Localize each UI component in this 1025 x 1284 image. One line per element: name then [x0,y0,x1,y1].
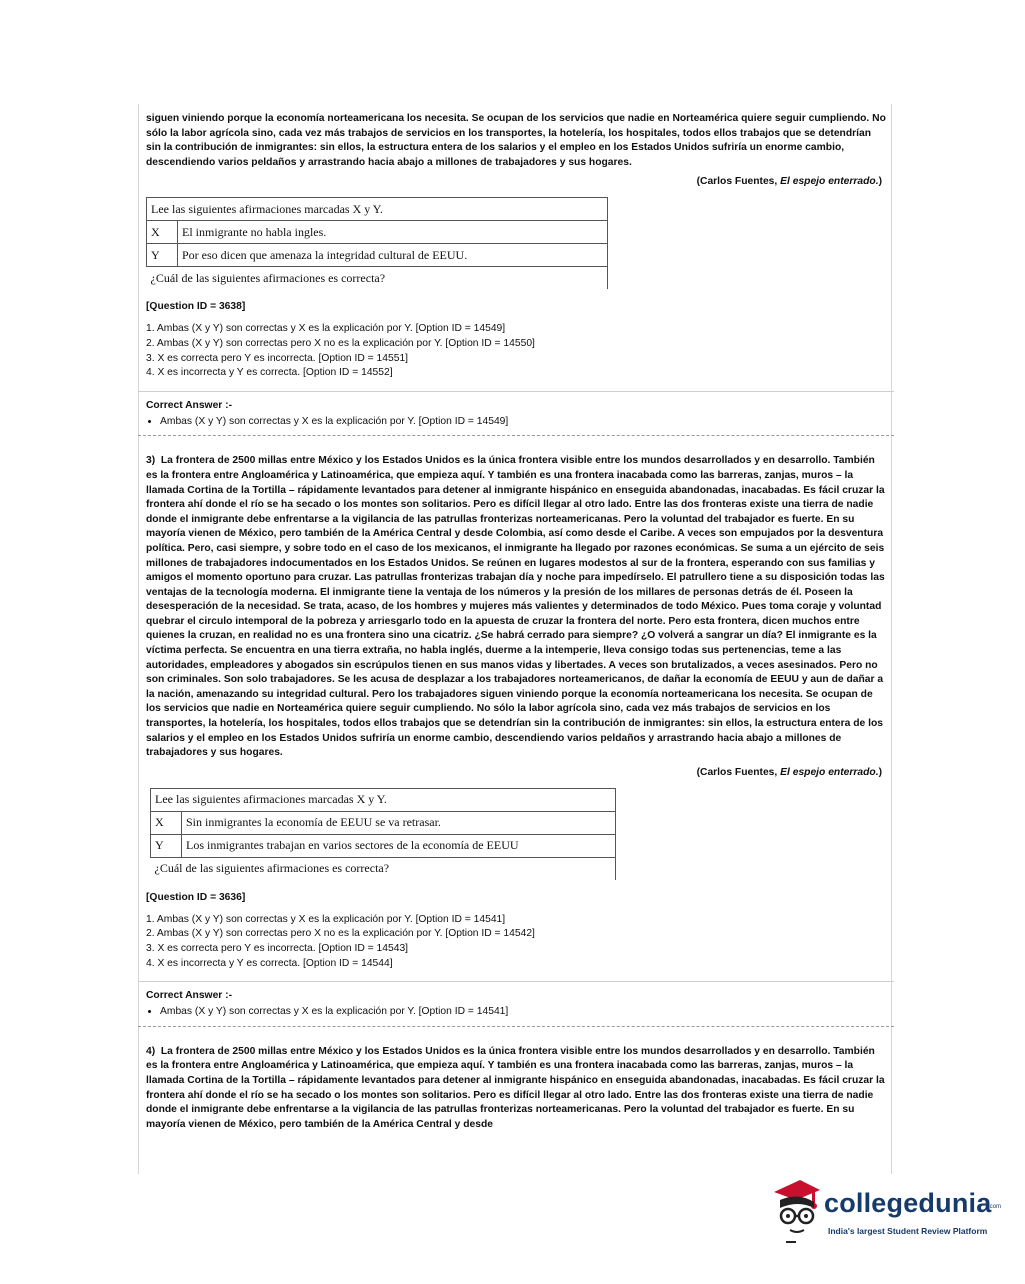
table-question: ¿Cuál de las siguientes afirmaciones es correcta? [147,267,608,290]
citation-work: El espejo enterrado. [780,766,879,778]
correct-answer-list [146,415,886,430]
passage-text: La frontera de 2500 millas entre México y los Estados Unidos es la única frontera visible entre los mundos desarrollados y en desarrollo. También es la frontera entre Angloamérica y Latinoamérica, que empieza aquí. Y también es una frontera inacabada como las barreras, zanjas, muros – la llamada Cortina de la Tortilla – rápidamente levantados para detener al inmigrante hispánico en enseguida abandonadas, inacabadas. Es fácil cruzar la frontera ahí donde el río se ha secado o los montes son solitarios. Pero es difícil llegar al otro lado. Entre las dos fronteras existe una tierra de nadie donde el inmigrante debe enfrentarse a la vigilancia de las patrullas fronterizas norteamericanas. Pero la voluntad del trabajador es fuerte. En su mayoría vienen de México, pero también de la América Central y desde [146,1045,885,1130]
citation-work: El espejo enterrado. [780,176,879,188]
citation-suffix: ) [878,766,882,778]
option-item: 3. X es correcta pero Y es incorrecta. [Option ID = 14543] [146,943,409,954]
mascot-icon [768,1178,826,1244]
correct-answer: • Ambas (X y Y) son correctas y X es la explicación por Y. [Option ID = 14541] [160,1005,886,1020]
question-number: 3) [146,455,156,467]
statements-table [150,788,616,880]
option-item: 1. Ambas (X y Y) son correctas y X es la explicación por Y. [Option ID = 14541] [146,913,506,925]
correct-answer-list [146,1005,886,1020]
statement-y-label: Y [151,834,182,857]
citation [146,767,882,778]
logo-com: .com [988,1204,1002,1210]
correct-answer: • Ambas (X y Y) son correctas y X es la explicación por Y. [Option ID = 14549] [160,415,886,430]
option-item: 4. X es incorrecta y Y es correcta. [Option ID = 14552] [146,367,393,379]
statement-x-text: Sin inmigrantes la economía de EEUU se va retrasar. [182,811,616,834]
statement-y-label: Y [147,244,178,267]
document-content [146,112,886,1132]
citation-author: (Carlos Fuentes, [696,176,781,188]
option-item: 1. Ambas (X y Y) son correctas y X es la explicación por Y. [Option ID = 14549] [146,323,506,335]
question-id: [Question ID = 3636] [146,891,246,903]
passage-continuation: siguen viniendo porque la economía norteamericana los necesita. Se ocupan de los servicios que nadie en Norteamérica quiere seguir cumpliendo. No sólo la labor agrícola sino, cada vez más trabajos de servicios en los transportes, la hotelería, los hospitales, todos ellos trabajos que se detendrían sin la contribución de inmigrantes: sin ellos, la estructura entera de los salarios y el empleo en los Estados Unidos sufriría un enorme cambio, descendiendo varios peldaños y arrastrando hacia abajo a millones de trabajadores y sus hogares. [146,113,886,168]
statement-x-label: X [147,221,178,244]
logo-wordmark: collegedunia [824,1188,992,1218]
statements-table [146,197,608,289]
question-id: [Question ID = 3638] [146,301,246,313]
option-item: 2. Ambas (X y Y) son correctas pero X no es la explicación por Y. [Option ID = 14550] [146,337,535,349]
options-list [146,913,886,971]
citation [146,176,882,187]
passage-text: La frontera de 2500 millas entre México y los Estados Unidos es la única frontera visible entre los mundos desarrollados y en desarrollo. También es la frontera entre Angloamérica y Latinoamérica, que empieza aquí. Y también es una frontera inacabada como las barreras, zanjas, muros – la llamada Cortina de la Tortilla – rápidamente levantados para detener al inmigrante hispánico en enseguida abandonadas, inacabadas. Es fácil cruzar la frontera ahí donde el río se ha secado o los montes son solitarios. Pero es difícil llegar al otro lado. Entre las dos fronteras existe una tierra de nadie donde el inmigrante debe enfrentarse a la vigilancia de las patrullas fronterizas norteamericanas. Pero la voluntad del trabajador es fuerte. En su mayoría vienen de México, pero también de la América Central y desde Colombia, así como desde el Caribe. A veces son empujados por la desventura política. Pero, casi siempre, y sobre todo en el caso de los mexicanos, el inmigrante ha llegado por razones económicas. Se suma a un ejército de seis millones de trabajadores indocumentados en los Estados Unidos. Se reúnen en lugares modestos al sur de la frontera, esperando con sus familias y amigos el momento oportuno para cruzar. Las patrullas fronterizas trabajan día y noche para impedírselo. El patrullero tiene a su disposición todas las ventajas de la tecnología moderna. El inmigrante tiene la ventaja de los números y la presión de los millares de personas detrás de él. Poseen la desesperación de la necesidad. Se trata, acaso, de los hombres y mujeres más valientes y determinados de todo México. Pues toma coraje y voluntad quebrar el circulo intemporal de la pobreza y arriesgarlo todo en la apuesta de cruzar la frontera del norte. Pero esta frontera, dicen muchos entre quienes la cruzan, en realidad no es una frontera sino una cicatriz. ¿Se habrá cerrado para siempre? ¿O volverá a sangrar un día? El inmigrante es la víctima perfecta. Se encuentra en una tierra extraña, no habla inglés, duerme a la intemperie, lleva consigo todas sus pertenencias, teme a las autoridades, empleadores y abogados sin escrúpulos tienen en sus manos vidas y libertades. A veces son brutalizados, a veces asesinados. Pero no son criminales. Son solo trabajadores. Se les acusa de desplazar a los trabajadores norteamericanos, de dañar la economía de EEUU y aun de dañar a la nación, amenazando su integridad cultural. Pero los trabajadores siguen viniendo porque la economía norteamericana los necesita. Se ocupan de los servicios que nadie en Norteamérica quiere seguir cumpliendo. No sólo la labor agrícola sino, cada vez más trabajos de servicios en los transportes, la hotelería, los hospitales, todos ellos trabajos que se detendrían sin la contribución de inmigrantes: sin ellos, la estructura entera de los salarios y el empleo en los Estados Unidos sufriría un enorme cambio, descendiendo varios peldaños y arrastrando hacia abajo a millones de trabajadores y sus hogares. [146,455,885,759]
logo-tagline: India's largest Student Review Platform [828,1226,988,1236]
statement-y-text: Los inmigrantes trabajan en varios sectores de la economía de EEUU [182,834,616,857]
option-item: 2. Ambas (X y Y) son correctas pero X no es la explicación por Y. [Option ID = 14542] [146,928,535,940]
statement-y-text: Por eso dicen que amenaza la integridad cultural de EEUU. [178,244,608,267]
question-passage [146,454,886,760]
question-passage [146,1045,886,1133]
table-question: ¿Cuál de las siguientes afirmaciones es correcta? [151,857,616,880]
collegedunia-logo [768,1178,1002,1250]
citation-suffix: ) [878,176,882,188]
statement-x-text: El inmigrante no habla ingles. [178,221,608,244]
correct-answer-title: Correct Answer :- [146,990,233,1002]
options-list [146,322,886,380]
divider [138,981,894,982]
statement-x-label: X [151,811,182,834]
option-item: 4. X es incorrecta y Y es correcta. [Option ID = 14544] [146,957,393,969]
option-item: 3. X es correcta pero Y es incorrecta. [Option ID = 14551] [146,352,409,364]
table-header: Lee las siguientes afirmaciones marcadas X y Y. [151,788,616,811]
correct-answer-title: Correct Answer :- [146,399,233,411]
divider [138,391,894,392]
table-header: Lee las siguientes afirmaciones marcadas X y Y. [147,198,608,221]
question-number: 4) [146,1045,156,1057]
citation-author: (Carlos Fuentes, [696,766,781,778]
